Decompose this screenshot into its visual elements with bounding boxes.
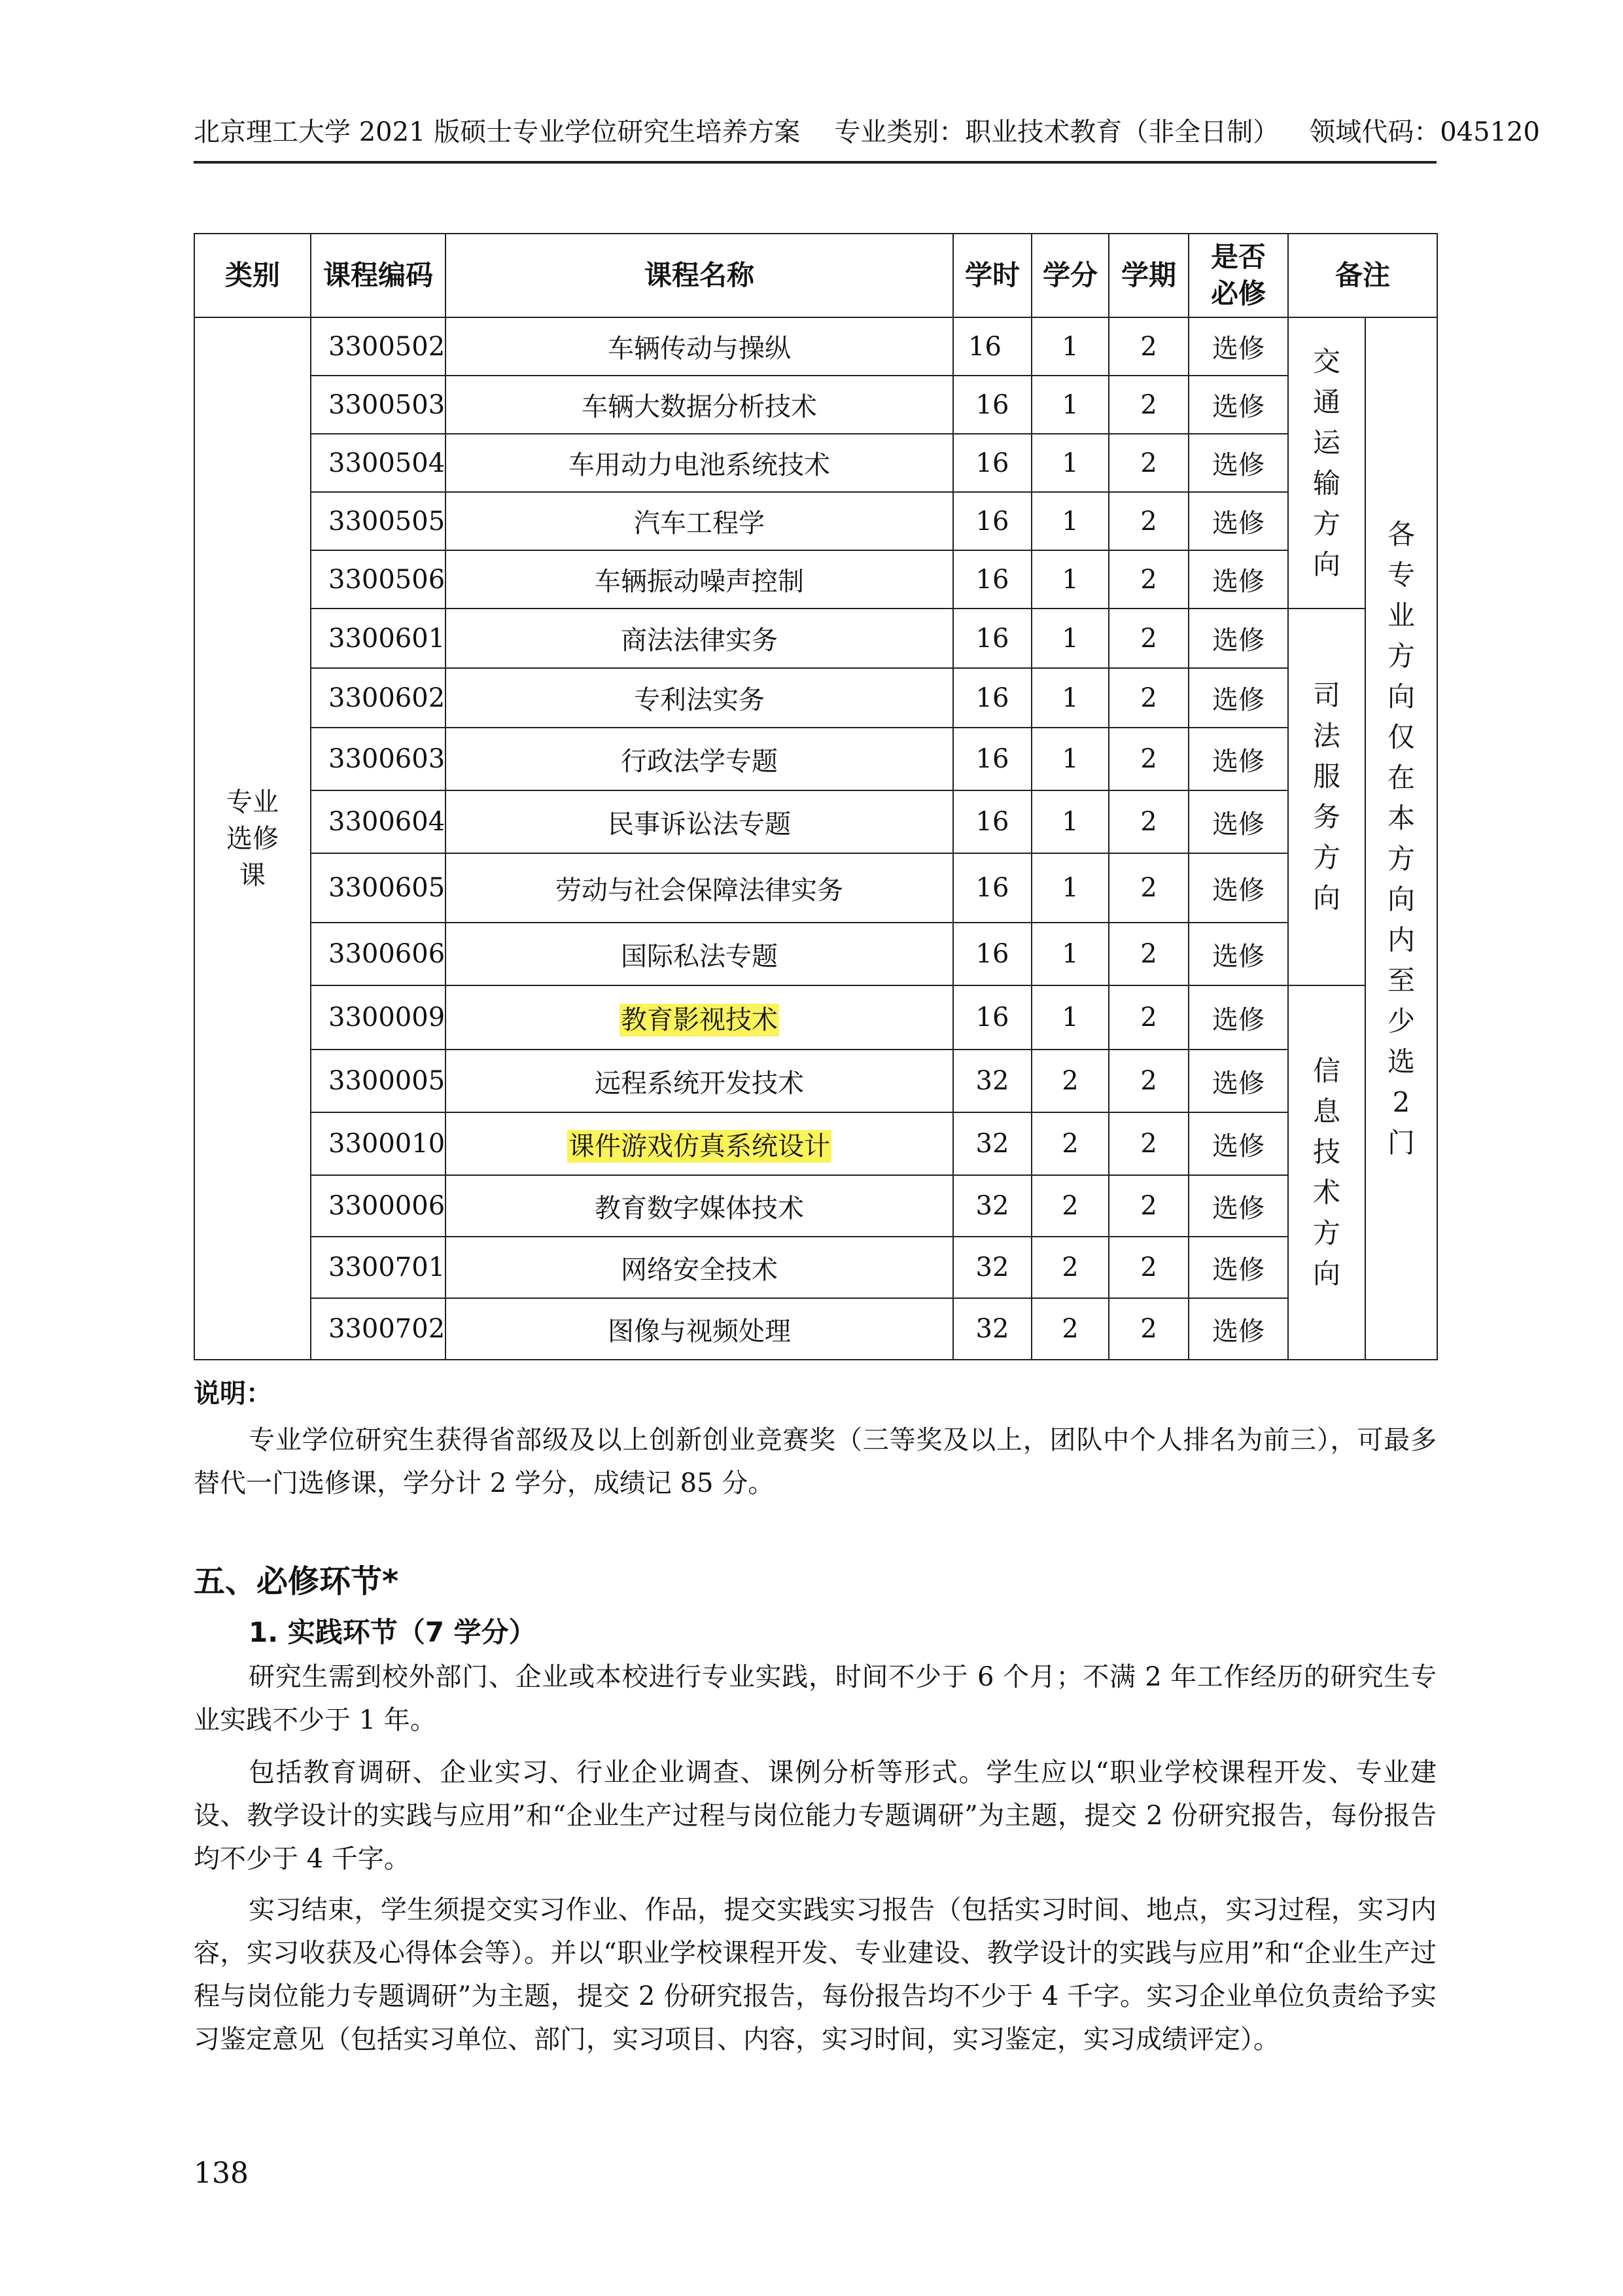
course-name: 课件游戏仿真系统设计: [445, 1112, 953, 1175]
course-type: 选修: [1189, 550, 1288, 609]
table-row: [194, 1298, 1437, 1360]
table-header-row: [194, 234, 1437, 317]
course-name: 车辆传动与操纵: [445, 317, 953, 376]
course-type: 选修: [1189, 923, 1288, 985]
table-row: [194, 317, 1437, 376]
course-table: [194, 233, 1438, 1360]
notes-text: 专业学位研究生获得省部级及以上创新创业竞赛奖（三等奖及以上，团队中个人排名为前三），可最多替代一门选修课，学分计 2 学分，成绩记 85 分。: [194, 1425, 1437, 1498]
course-name: 民事诉讼法专题: [445, 790, 953, 853]
col-name: 课程名称: [445, 234, 953, 317]
course-name: 教育影视技术: [445, 985, 953, 1050]
course-credits: 1: [1032, 550, 1109, 609]
course-hours: 16: [953, 609, 1032, 668]
course-code: 3300504: [311, 434, 445, 492]
course-type: 选修: [1189, 609, 1288, 668]
course-code: 3300702: [311, 1298, 445, 1360]
course-credits: 2: [1032, 1237, 1109, 1298]
course-code: 3300506: [311, 550, 445, 609]
course-type: 选修: [1189, 728, 1288, 790]
practice-paragraph-1: 研究生需到校外部门、企业或本校进行专业实践，时间不少于 6 个月；不满 2 年工作经历的研究生专业实践不少于 1 年。: [194, 1662, 1437, 1735]
course-credits: 2: [1032, 1175, 1109, 1237]
course-credits: 1: [1032, 317, 1109, 376]
table-row: [194, 1112, 1437, 1175]
course-hours: 16: [953, 668, 1032, 728]
header-school: 北京理工大学 2021 版硕士专业学位研究生培养方案: [194, 117, 801, 147]
course-name: 远程系统开发技术: [445, 1050, 953, 1112]
course-credits: 1: [1032, 609, 1109, 668]
course-name: 车辆大数据分析技术: [445, 376, 953, 434]
course-type: 选修: [1189, 790, 1288, 853]
table-row: [194, 985, 1437, 1050]
notes-label: 说明：: [194, 1379, 272, 1409]
header-code: 领域代码：045120: [1309, 117, 1540, 147]
course-term: 2: [1109, 609, 1189, 668]
course-hours: 16: [953, 376, 1032, 434]
course-type: 选修: [1189, 985, 1288, 1050]
table-row: [194, 923, 1437, 985]
course-name: 商法法律实务: [445, 609, 953, 668]
remark-cell: 各专业方向仅在本方向内至少选2门: [1365, 317, 1437, 1360]
course-term: 2: [1109, 317, 1189, 376]
course-hours: 16: [953, 985, 1032, 1050]
course-code: 3300010: [311, 1112, 445, 1175]
course-term: 2: [1109, 790, 1189, 853]
practice-paragraph-2: 包括教育调研、企业实习、行业企业调查、课例分析等形式。学生应以“职业学校课程开发、专业建设、教学设计的实践与应用”和“企业生产过程与岗位能力专题调研”为主题，提交 2 份研究报告，每份报告均不少于 4 千字。: [194, 1757, 1437, 1874]
course-code: 3300605: [311, 853, 445, 923]
course-name: 汽车工程学: [445, 492, 953, 550]
course-name: 专利法实务: [445, 668, 953, 728]
table-row: [194, 434, 1437, 492]
course-type: 选修: [1189, 376, 1288, 434]
course-name: 行政法学专题: [445, 728, 953, 790]
col-required: 是否必修: [1189, 234, 1288, 317]
course-hours: 16: [953, 790, 1032, 853]
course-hours: 32: [953, 1112, 1032, 1175]
course-credits: 2: [1032, 1298, 1109, 1360]
table-row: [194, 609, 1437, 668]
course-term: 2: [1109, 376, 1189, 434]
course-type: 选修: [1189, 1112, 1288, 1175]
course-hours: 32: [953, 1298, 1032, 1360]
course-term: 2: [1109, 728, 1189, 790]
table-row: [194, 728, 1437, 790]
page-number: 138: [194, 2157, 249, 2190]
course-term: 2: [1109, 1050, 1189, 1112]
course-term: 2: [1109, 668, 1189, 728]
practice-paragraph-3: 实习结束，学生须提交实习作业、作品，提交实践实习报告（包括实习时间、地点，实习过程，实习内容，实习收获及心得体会等）。并以“职业学校课程开发、专业建设、教学设计的实践与应用”和“企业生产过程与岗位能力专题调研”为主题，提交 2 份研究报告，每份报告均不少于 4 千字。实习企业单位负责给予实习鉴定意见（包括实习单位、部门，实习项目、内容，实习时间，实习鉴定，实习成绩评定）。: [194, 1895, 1437, 2055]
course-code: 3300005: [311, 1050, 445, 1112]
course-term: 2: [1109, 1237, 1189, 1298]
course-name: 教育数字媒体技术: [445, 1175, 953, 1237]
course-term: 2: [1109, 1298, 1189, 1360]
course-term: 2: [1109, 923, 1189, 985]
course-term: 2: [1109, 1175, 1189, 1237]
course-hours: 32: [953, 1175, 1032, 1237]
page-header: [194, 115, 1540, 164]
course-credits: 1: [1032, 923, 1109, 985]
col-code: 课程编码: [311, 234, 445, 317]
course-credits: 1: [1032, 492, 1109, 550]
course-name: 国际私法专题: [445, 923, 953, 985]
course-code: 3300701: [311, 1237, 445, 1298]
course-type: 选修: [1189, 434, 1288, 492]
course-term: 2: [1109, 1112, 1189, 1175]
col-term: 学期: [1109, 234, 1189, 317]
course-code: 3300502: [311, 317, 445, 376]
table-row: [194, 1237, 1437, 1298]
course-name: 劳动与社会保障法律实务: [445, 853, 953, 923]
course-type: 选修: [1189, 1175, 1288, 1237]
course-hours: 16: [953, 550, 1032, 609]
course-hours: 16: [953, 923, 1032, 985]
course-type: 选修: [1189, 317, 1288, 376]
course-code: 3300602: [311, 668, 445, 728]
course-name: 网络安全技术: [445, 1237, 953, 1298]
course-hours: 16: [953, 317, 1032, 376]
course-name: 车用动力电池系统技术: [445, 434, 953, 492]
table-row: [194, 492, 1437, 550]
course-credits: 1: [1032, 728, 1109, 790]
course-type: 选修: [1189, 853, 1288, 923]
course-credits: 1: [1032, 434, 1109, 492]
course-hours: 32: [953, 1237, 1032, 1298]
course-hours: 16: [953, 853, 1032, 923]
course-code: 3300601: [311, 609, 445, 668]
course-code: 3300503: [311, 376, 445, 434]
category-cell: 专业选修课: [194, 317, 311, 1360]
table-row: [194, 668, 1437, 728]
subsection-title: 1. 实践环节（7 学分）: [249, 1616, 536, 1648]
course-term: 2: [1109, 985, 1189, 1050]
course-credits: 1: [1032, 376, 1109, 434]
course-type: 选修: [1189, 1237, 1288, 1298]
course-code: 3300009: [311, 985, 445, 1050]
table-row: [194, 550, 1437, 609]
course-type: 选修: [1189, 1298, 1288, 1360]
course-code: 3300606: [311, 923, 445, 985]
course-credits: 2: [1032, 1050, 1109, 1112]
table-row: [194, 853, 1437, 923]
header-category: 专业类别：职业技术教育（非全日制）: [834, 117, 1280, 147]
course-hours: 16: [953, 728, 1032, 790]
course-code: 3300505: [311, 492, 445, 550]
table-row: [194, 790, 1437, 853]
table-row: [194, 1050, 1437, 1112]
course-credits: 1: [1032, 853, 1109, 923]
course-type: 选修: [1189, 668, 1288, 728]
section-title: 五、必修环节*: [194, 1563, 399, 1600]
table-row: [194, 1175, 1437, 1237]
course-credits: 1: [1032, 985, 1109, 1050]
course-term: 2: [1109, 492, 1189, 550]
course-hours: 32: [953, 1050, 1032, 1112]
direction-cell-legal: 司法服务方向: [1288, 609, 1365, 985]
table-row: [194, 376, 1437, 434]
direction-cell-it: 信息技术方向: [1288, 985, 1365, 1360]
course-term: 2: [1109, 434, 1189, 492]
course-credits: 2: [1032, 1112, 1109, 1175]
course-code: 3300006: [311, 1175, 445, 1237]
course-name: 图像与视频处理: [445, 1298, 953, 1360]
course-term: 2: [1109, 550, 1189, 609]
course-type: 选修: [1189, 492, 1288, 550]
col-remark: 备注: [1288, 234, 1437, 317]
course-code: 3300603: [311, 728, 445, 790]
course-credits: 1: [1032, 668, 1109, 728]
course-hours: 16: [953, 434, 1032, 492]
course-type: 选修: [1189, 1050, 1288, 1112]
course-term: 2: [1109, 853, 1189, 923]
col-hours: 学时: [953, 234, 1032, 317]
col-category: 类别: [194, 234, 311, 317]
course-code: 3300604: [311, 790, 445, 853]
course-credits: 1: [1032, 790, 1109, 853]
direction-cell-transport: 交通运输方向: [1288, 317, 1365, 609]
col-credits: 学分: [1032, 234, 1109, 317]
course-hours: 16: [953, 492, 1032, 550]
course-name: 车辆振动噪声控制: [445, 550, 953, 609]
